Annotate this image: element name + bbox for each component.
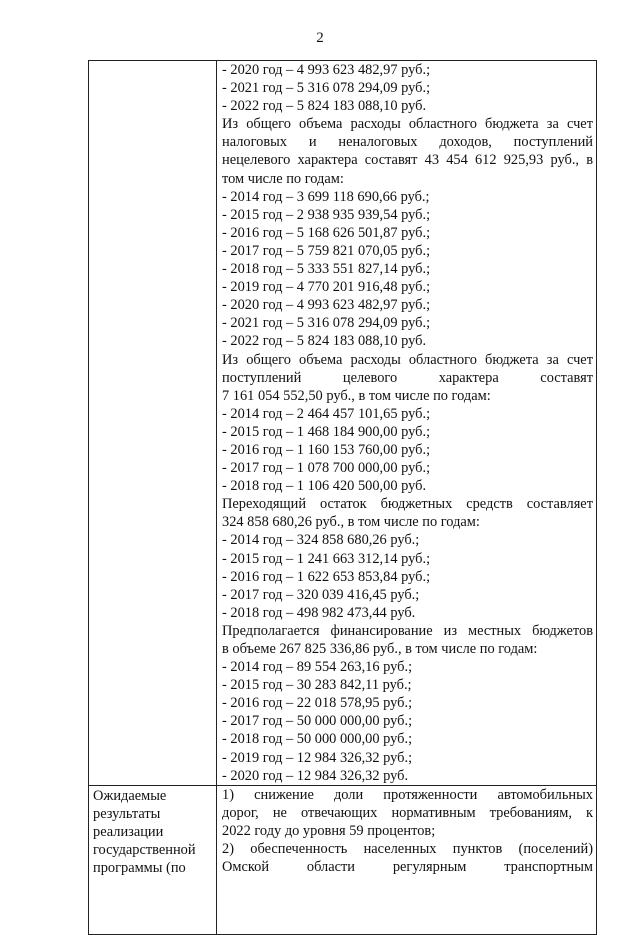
- local-intro-line: Предполагается финансирование из местных бюджетов: [222, 622, 593, 639]
- balance-intro-line: 324 858 680,26 руб., в том числе по годам:: [222, 514, 480, 531]
- result-item-line: 2022 году до уровня 59 процентов;: [222, 822, 436, 839]
- tax-intro-line: Из общего объема расходы областного бюджета за счет: [222, 116, 593, 133]
- balance-intro-line: Переходящий остаток бюджетных средств составляет: [222, 496, 593, 513]
- tax-intro-line: налоговых и неналоговых доходов, поступлений: [222, 134, 593, 151]
- local-year-line: - 2014 год – 89 554 263,16 руб.;: [222, 659, 413, 676]
- page-number: 2: [316, 30, 324, 46]
- results-label-line: программы (по: [93, 860, 186, 877]
- balance-year-line: - 2015 год – 1 241 663 312,14 руб.;: [222, 550, 431, 567]
- targeted-intro-line: поступлений целевого характера составят: [222, 369, 593, 386]
- finance-year-line: - 2022 год – 5 824 183 088,10 руб.: [222, 98, 427, 115]
- targeted-intro-line: Из общего объема расходы областного бюджета за счет: [222, 351, 593, 368]
- local-year-line: - 2020 год – 12 984 326,32 руб.: [222, 767, 409, 784]
- local-year-line: - 2015 год – 30 283 842,11 руб.;: [222, 677, 412, 694]
- tax-year-line: - 2022 год – 5 824 183 088,10 руб.: [222, 333, 427, 350]
- results-label-line: Ожидаемые: [93, 787, 167, 804]
- tax-year-line: - 2019 год – 4 770 201 916,48 руб.;: [222, 279, 431, 296]
- result-item-line: 1) снижение доли протяженности автомобильных: [222, 786, 593, 803]
- targeted-year-line: - 2015 год – 1 468 184 900,00 руб.;: [222, 423, 431, 440]
- local-year-line: - 2019 год – 12 984 326,32 руб.;: [222, 749, 413, 766]
- targeted-year-line: - 2018 год – 1 106 420 500,00 руб.: [222, 478, 427, 495]
- tax-year-line: - 2017 год – 5 759 821 070,05 руб.;: [222, 242, 431, 259]
- results-label-cell: [89, 785, 217, 934]
- finance-year-line: - 2021 год – 5 316 078 294,09 руб.;: [222, 80, 431, 97]
- tax-year-line: - 2020 год – 4 993 623 482,97 руб.;: [222, 297, 431, 314]
- results-label-line: реализации: [93, 823, 164, 840]
- results-content-cell: [217, 785, 597, 934]
- results-label-line: государственной: [93, 842, 196, 859]
- results-label-line: результаты: [93, 805, 161, 822]
- tax-year-line: - 2016 год – 5 168 626 501,87 руб.;: [222, 224, 431, 241]
- local-year-line: - 2016 год – 22 018 578,95 руб.;: [222, 695, 413, 712]
- targeted-year-line: - 2016 год – 1 160 153 760,00 руб.;: [222, 441, 431, 458]
- result-item-line: дорог, не отвечающих нормативным требованиям, к: [222, 804, 593, 821]
- tax-year-line: - 2014 год – 3 699 118 690,66 руб.;: [222, 188, 430, 205]
- balance-year-line: - 2018 год – 498 982 473,44 руб.: [222, 604, 416, 621]
- targeted-year-line: - 2017 год – 1 078 700 000,00 руб.;: [222, 460, 431, 477]
- targeted-year-line: - 2014 год – 2 464 457 101,65 руб.;: [222, 405, 431, 422]
- financing-content-cell: [217, 61, 597, 786]
- financing-label-cell: [89, 61, 217, 786]
- local-year-line: - 2017 год – 50 000 000,00 руб.;: [222, 713, 413, 730]
- finance-year-line: - 2020 год – 4 993 623 482,97 руб.;: [222, 62, 431, 78]
- targeted-intro-line: 7 161 054 552,50 руб., в том числе по годам:: [222, 387, 491, 404]
- passport-table: [88, 60, 597, 935]
- balance-year-line: - 2016 год – 1 622 653 853,84 руб.;: [222, 568, 431, 585]
- balance-year-line: - 2017 год – 320 039 416,45 руб.;: [222, 586, 420, 603]
- result-item-line: 2) обеспеченность населенных пунктов (поселений): [222, 841, 593, 858]
- tax-intro-line: нецелевого характера составят 43 454 612 925,93 руб., в: [222, 152, 593, 169]
- tax-year-line: - 2018 год – 5 333 551 827,14 руб.;: [222, 261, 431, 278]
- tax-intro-line: том числе по годам:: [222, 170, 344, 187]
- tax-year-line: - 2015 год – 2 938 935 939,54 руб.;: [222, 206, 431, 223]
- balance-year-line: - 2014 год – 324 858 680,26 руб.;: [222, 532, 420, 549]
- results-row: [89, 785, 597, 934]
- financing-row: [89, 61, 597, 786]
- local-intro-line: в объеме 267 825 336,86 руб., в том числе по годам:: [222, 641, 538, 657]
- local-year-line: - 2018 год – 50 000 000,00 руб.;: [222, 731, 413, 748]
- result-item-line: Омской области регулярным транспортным: [222, 859, 593, 876]
- tax-year-line: - 2021 год – 5 316 078 294,09 руб.;: [222, 315, 431, 332]
